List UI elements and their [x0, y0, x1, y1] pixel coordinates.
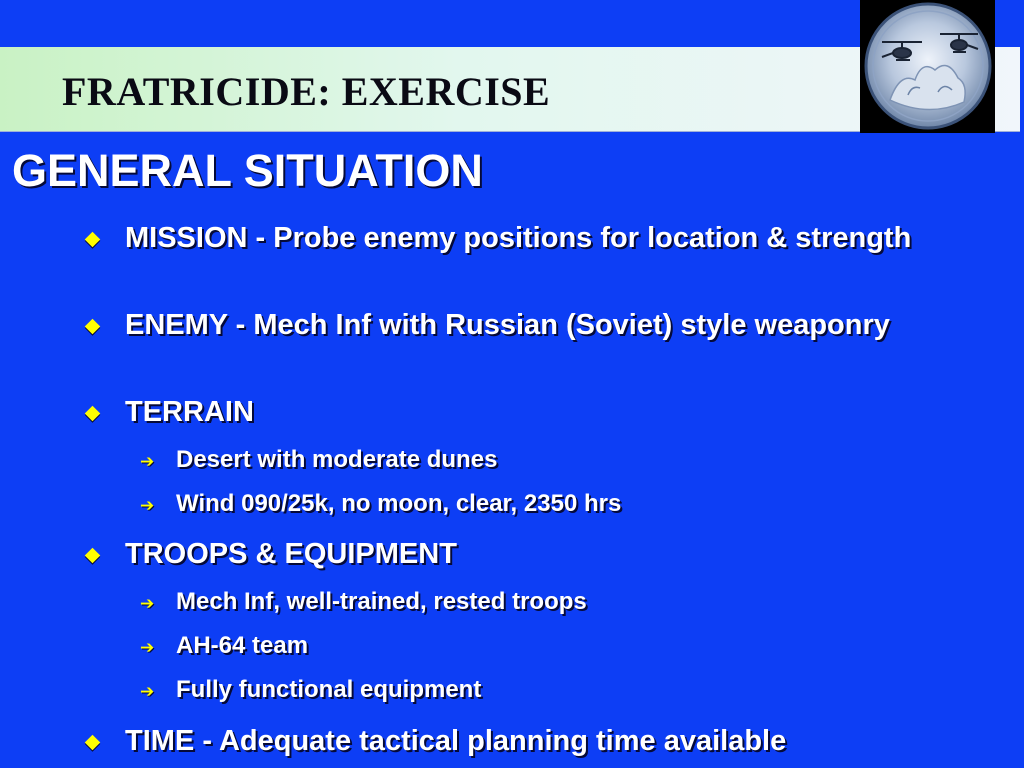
arrow-bullet-icon: ➔ [140, 496, 155, 516]
section-heading: GENERAL SITUATION [12, 145, 483, 196]
sub-bullet-desert: Desert with moderate dunes [176, 446, 498, 473]
bullet-time: TIME - Adequate tactical planning time available [125, 725, 787, 757]
arrow-bullet-icon: ➔ [140, 682, 155, 702]
bullet-terrain: TERRAIN [125, 396, 254, 428]
arrow-bullet-icon: ➔ [140, 594, 155, 614]
diamond-bullet-icon [85, 548, 101, 564]
emblem [860, 0, 995, 133]
sub-bullet-ah64: AH-64 team [176, 632, 309, 659]
arrow-bullet-icon: ➔ [140, 452, 155, 472]
sub-bullet-wind: Wind 090/25k, no moon, clear, 2350 hrs [176, 490, 622, 517]
diamond-bullet-icon [85, 232, 101, 248]
bullet-enemy: ENEMY - Mech Inf with Russian (Soviet) style weaponry [125, 309, 890, 341]
diamond-bullet-icon [85, 406, 101, 422]
arrow-bullet-icon: ➔ [140, 638, 155, 658]
slide-title: FRATRICIDE: EXERCISE [62, 69, 551, 114]
sub-bullet-mech-inf: Mech Inf, well-trained, rested troops [176, 588, 587, 615]
diamond-bullet-icon [85, 319, 101, 335]
bullet-mission: MISSION - Probe enemy positions for location & strength [125, 222, 912, 254]
diamond-bullet-icon [85, 735, 101, 751]
sub-bullet-equipment: Fully functional equipment [176, 676, 482, 703]
apache-helicopter-emblem-icon [860, 0, 995, 133]
bullet-troops-equipment: TROOPS & EQUIPMENT [125, 538, 457, 570]
